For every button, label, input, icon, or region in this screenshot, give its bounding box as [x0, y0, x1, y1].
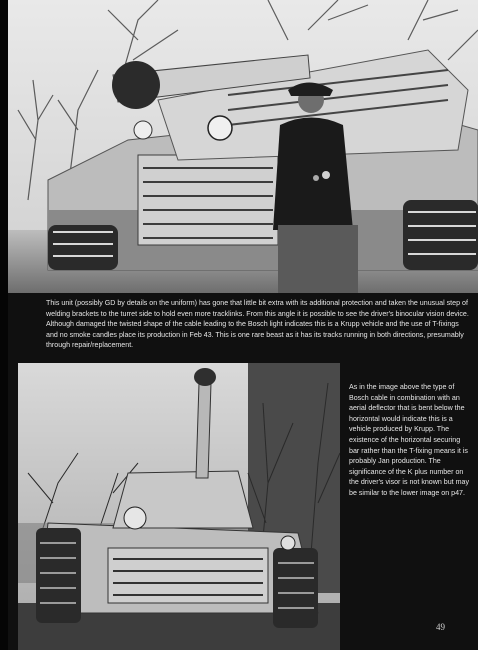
top-photograph: [8, 0, 478, 293]
page-gutter: [0, 0, 8, 650]
bottom-photograph: [18, 363, 340, 650]
bottom-photo-image: [18, 363, 340, 650]
page-number: 49: [436, 622, 445, 632]
top-photo-image: [8, 0, 478, 293]
top-photo-caption: This unit (possibly GD by details on the uniform) has gone that little bit extra with its additional protection and taken the unusual step of welding brackets to the turret side to hold even more tracklinks. From this angle it is possible to see the driver's binocular vision device. Although damaged the twisted shape of the cable leading to the Bosch light indicates this is a Krupp vehicle and the use of T-fixings and no smoke candles place its production in Feb 43. This is one rare beast as it has its tracks running in both directions, presumably through repair/replacement.: [46, 299, 469, 350]
bottom-photo-caption: As in the image above the type of Bosch cable in combination with an aerial deflector that is bent below the horizontal would indicate this is a vehicle produced by Krupp. The existence of the horizontal securing bar rather than the T-fixing means it is probably Jan production. The significance of the K plus number on the driver's visor is not known but may be similar to the lower image on p47.: [349, 383, 470, 497]
